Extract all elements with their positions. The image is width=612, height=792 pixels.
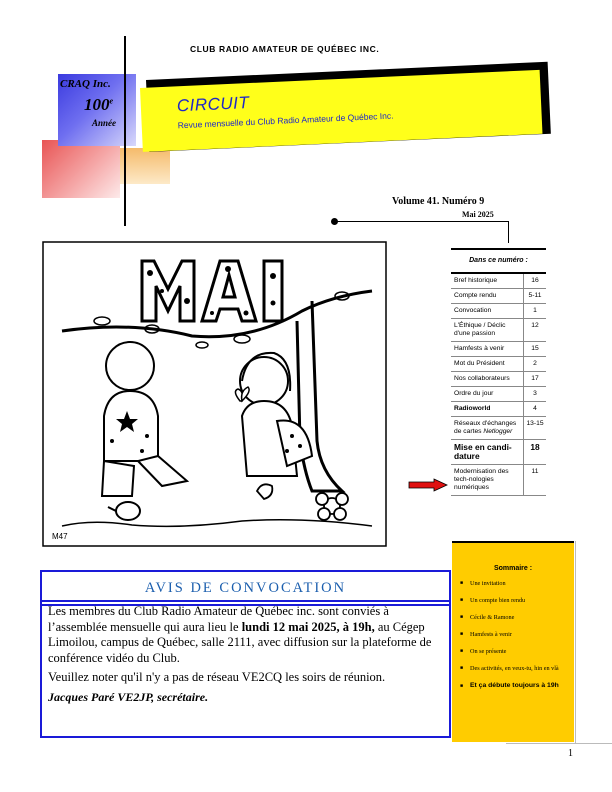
red-arrow-icon <box>408 478 448 492</box>
avis-title: AVIS DE CONVOCATION <box>144 580 347 596</box>
toc-row-title: Mise en candi-dature <box>451 440 524 464</box>
logo-yellow-square <box>120 148 170 184</box>
illustration-artist-tag: M47 <box>52 532 68 541</box>
toc-row-title: Radioworld <box>451 402 524 416</box>
toc-row-title: Mot du Président <box>451 357 524 371</box>
toc-row-title: Réseaux d'échanges de cartes Netlogger <box>451 417 524 439</box>
sommaire-item: ■ Un compte bien rendu <box>460 597 574 605</box>
issue-date: Mai 2025 <box>462 210 494 219</box>
mai-illustration <box>42 241 387 547</box>
toc-row <box>451 372 546 387</box>
avis-signature: Jacques Paré VE2JP, secrétaire. <box>48 689 209 704</box>
avis-paragraph-2: Veuillez noter qu'il n'y a pas de réseau VE2CQ les soirs de réunion. <box>48 670 386 684</box>
toc-row-title: Bref historique <box>451 274 524 288</box>
toc-row-title: Modernisation des tech-nologies numériques <box>451 465 524 495</box>
toc-row-page: 16 <box>531 277 539 284</box>
banner-title: CIRCUIT <box>176 93 250 116</box>
toc-row-page: 3 <box>533 390 537 397</box>
banner-subtitle: Revue mensuelle du Club Radio Amateur de Québec Inc. <box>177 110 394 131</box>
toc-heading: Dans ce numéro : <box>451 248 546 274</box>
sommaire-item: ■ Hamfests à venir <box>460 631 574 639</box>
toc-row-page: 12 <box>531 322 539 329</box>
horizontal-rule <box>336 221 508 222</box>
sommaire-item: ■ On se présente <box>460 648 574 656</box>
toc-row-page: 11 <box>531 468 539 475</box>
toc-row-title: L'Éthique / Déclic d'une passion <box>451 319 524 341</box>
logo-years: 100e <box>84 95 114 114</box>
toc-row-page: 18 <box>530 442 540 452</box>
corner-rule-horizontal <box>506 743 612 744</box>
toc-row <box>451 304 546 319</box>
toc-row-title: Compte rendu <box>451 289 524 303</box>
toc-row <box>451 402 546 417</box>
toc-row <box>451 342 546 357</box>
page-number: 1 <box>568 748 573 759</box>
toc-row <box>451 387 546 402</box>
sommaire-list <box>452 580 574 690</box>
toc-row-page: 13-15 <box>526 420 544 427</box>
toc-row <box>451 417 546 440</box>
toc-row <box>451 465 546 496</box>
logo-org: CRAQ Inc. <box>60 78 111 90</box>
toc-row-page: 2 <box>533 360 537 367</box>
toc-row-page: 1 <box>533 307 537 314</box>
table-of-contents <box>451 248 546 496</box>
volume-number: Volume 41. Numéro 9 <box>392 196 485 207</box>
club-name: CLUB RADIO AMATEUR DE QUÉBEC INC. <box>190 44 380 54</box>
avis-paragraph-1: Les membres du Club Radio Amateur de Québec inc. sont conviés à l’assemblée mensuelle qui aura lieu le lundi 12 mai 2025, à 19h, au Cégep Limoilou, campus de Québec, salle 2111, avec diffusion sur la plateforme de conférence vidéo du Club. <box>48 604 432 665</box>
header-vertical-rule <box>124 36 126 226</box>
toc-row-title: Nos collaborateurs <box>451 372 524 386</box>
vertical-rule <box>508 221 509 243</box>
avis-body-box <box>40 600 451 738</box>
toc-row-title: Convocation <box>451 304 524 318</box>
toc-row-page: 15 <box>531 345 539 352</box>
toc-row-title: Ordre du jour <box>451 387 524 401</box>
toc-row-page: 5-11 <box>528 292 542 299</box>
toc-row <box>451 274 546 289</box>
toc-row <box>451 319 546 342</box>
toc-row <box>451 289 546 304</box>
toc-row-page: 17 <box>531 375 539 382</box>
toc-row-page: 4 <box>533 405 537 412</box>
toc-row-title: Hamfests à venir <box>451 342 524 356</box>
sommaire-box <box>452 541 574 742</box>
toc-row <box>451 357 546 372</box>
sommaire-item: ■ Cécile & Ramone <box>460 614 574 622</box>
sommaire-item: ■ Une invitation <box>460 580 574 588</box>
logo-annee: Année <box>92 118 117 128</box>
sommaire-item: ■ Des activités, en veux-tu, hin en vlà <box>460 665 574 673</box>
toc-row <box>451 440 546 465</box>
corner-rule-vertical <box>575 541 576 744</box>
logo-red-square <box>42 140 120 198</box>
sommaire-title: Sommaire : <box>493 565 533 572</box>
sommaire-item: ■ Et ça débute toujours à 19h <box>460 682 574 690</box>
